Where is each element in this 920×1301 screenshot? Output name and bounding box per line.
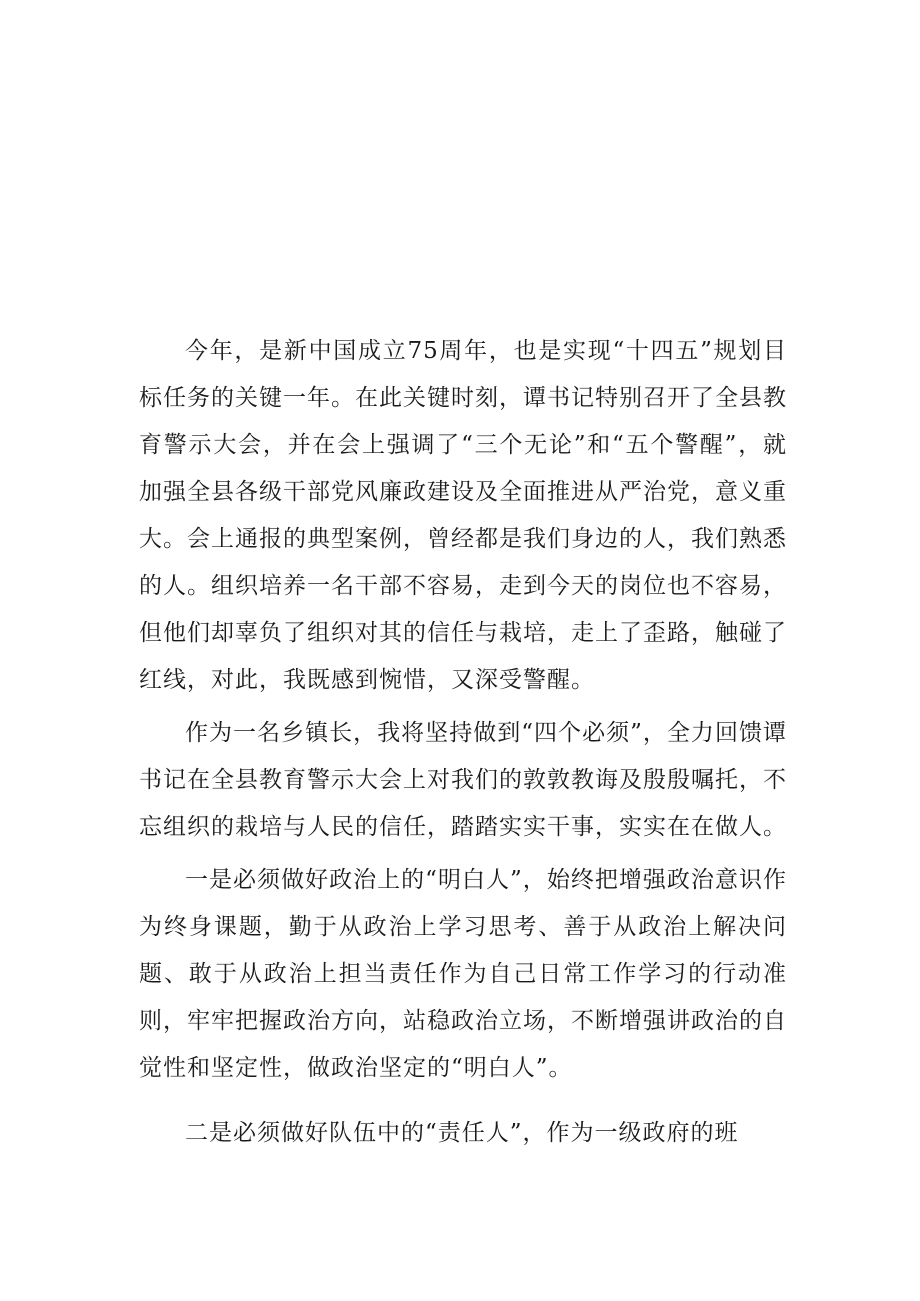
- paragraph-point-two: 二是必须做好队伍中的“责任人”，作为一级政府的班: [185, 1120, 739, 1146]
- paragraph-commitment: 作为一名乡镇长，我将坚持做到“四个必须”，全力回馈谭书记在全县教育警示大会上对我们的敦敦教诲及殷殷嘱托，不忘组织的栽培与人民的信任，踏踏实实干事，实实在在做人。: [139, 720, 787, 840]
- paragraph-intro: 今年，是新中国成立75周年，也是实现“十四五”规划目标任务的关键一年。在此关键时刻，谭书记特别召开了全县教育警示大会，并在会上强调了“三个无论”和“五个警醒”，就加强全县各级干部党风廉政建设及全面推进从严治党，意义重大。会上通报的典型案例，曾经都是我们身边的人，我们熟悉的人。组织培养一名干部不容易，走到今天的岗位也不容易，但他们却辜负了组织对其的信任与栽培，走上了歪路，触碰了红线，对此，我既感到惋惜，又深受警醒。: [139, 338, 787, 693]
- paragraph-point-one: 一是必须做好政治上的“明白人”，始终把增强政治意识作为终身课题，勤于从政治上学习思考、善于从政治上解决问题、敢于从政治上担当责任作为自己日常工作学习的行动准则，牢牢把握政治方向，站稳政治立场，不断增强讲政治的自觉性和坚定性，做政治坚定的“明白人”。: [139, 867, 787, 1081]
- document-body: [139, 328, 787, 1157]
